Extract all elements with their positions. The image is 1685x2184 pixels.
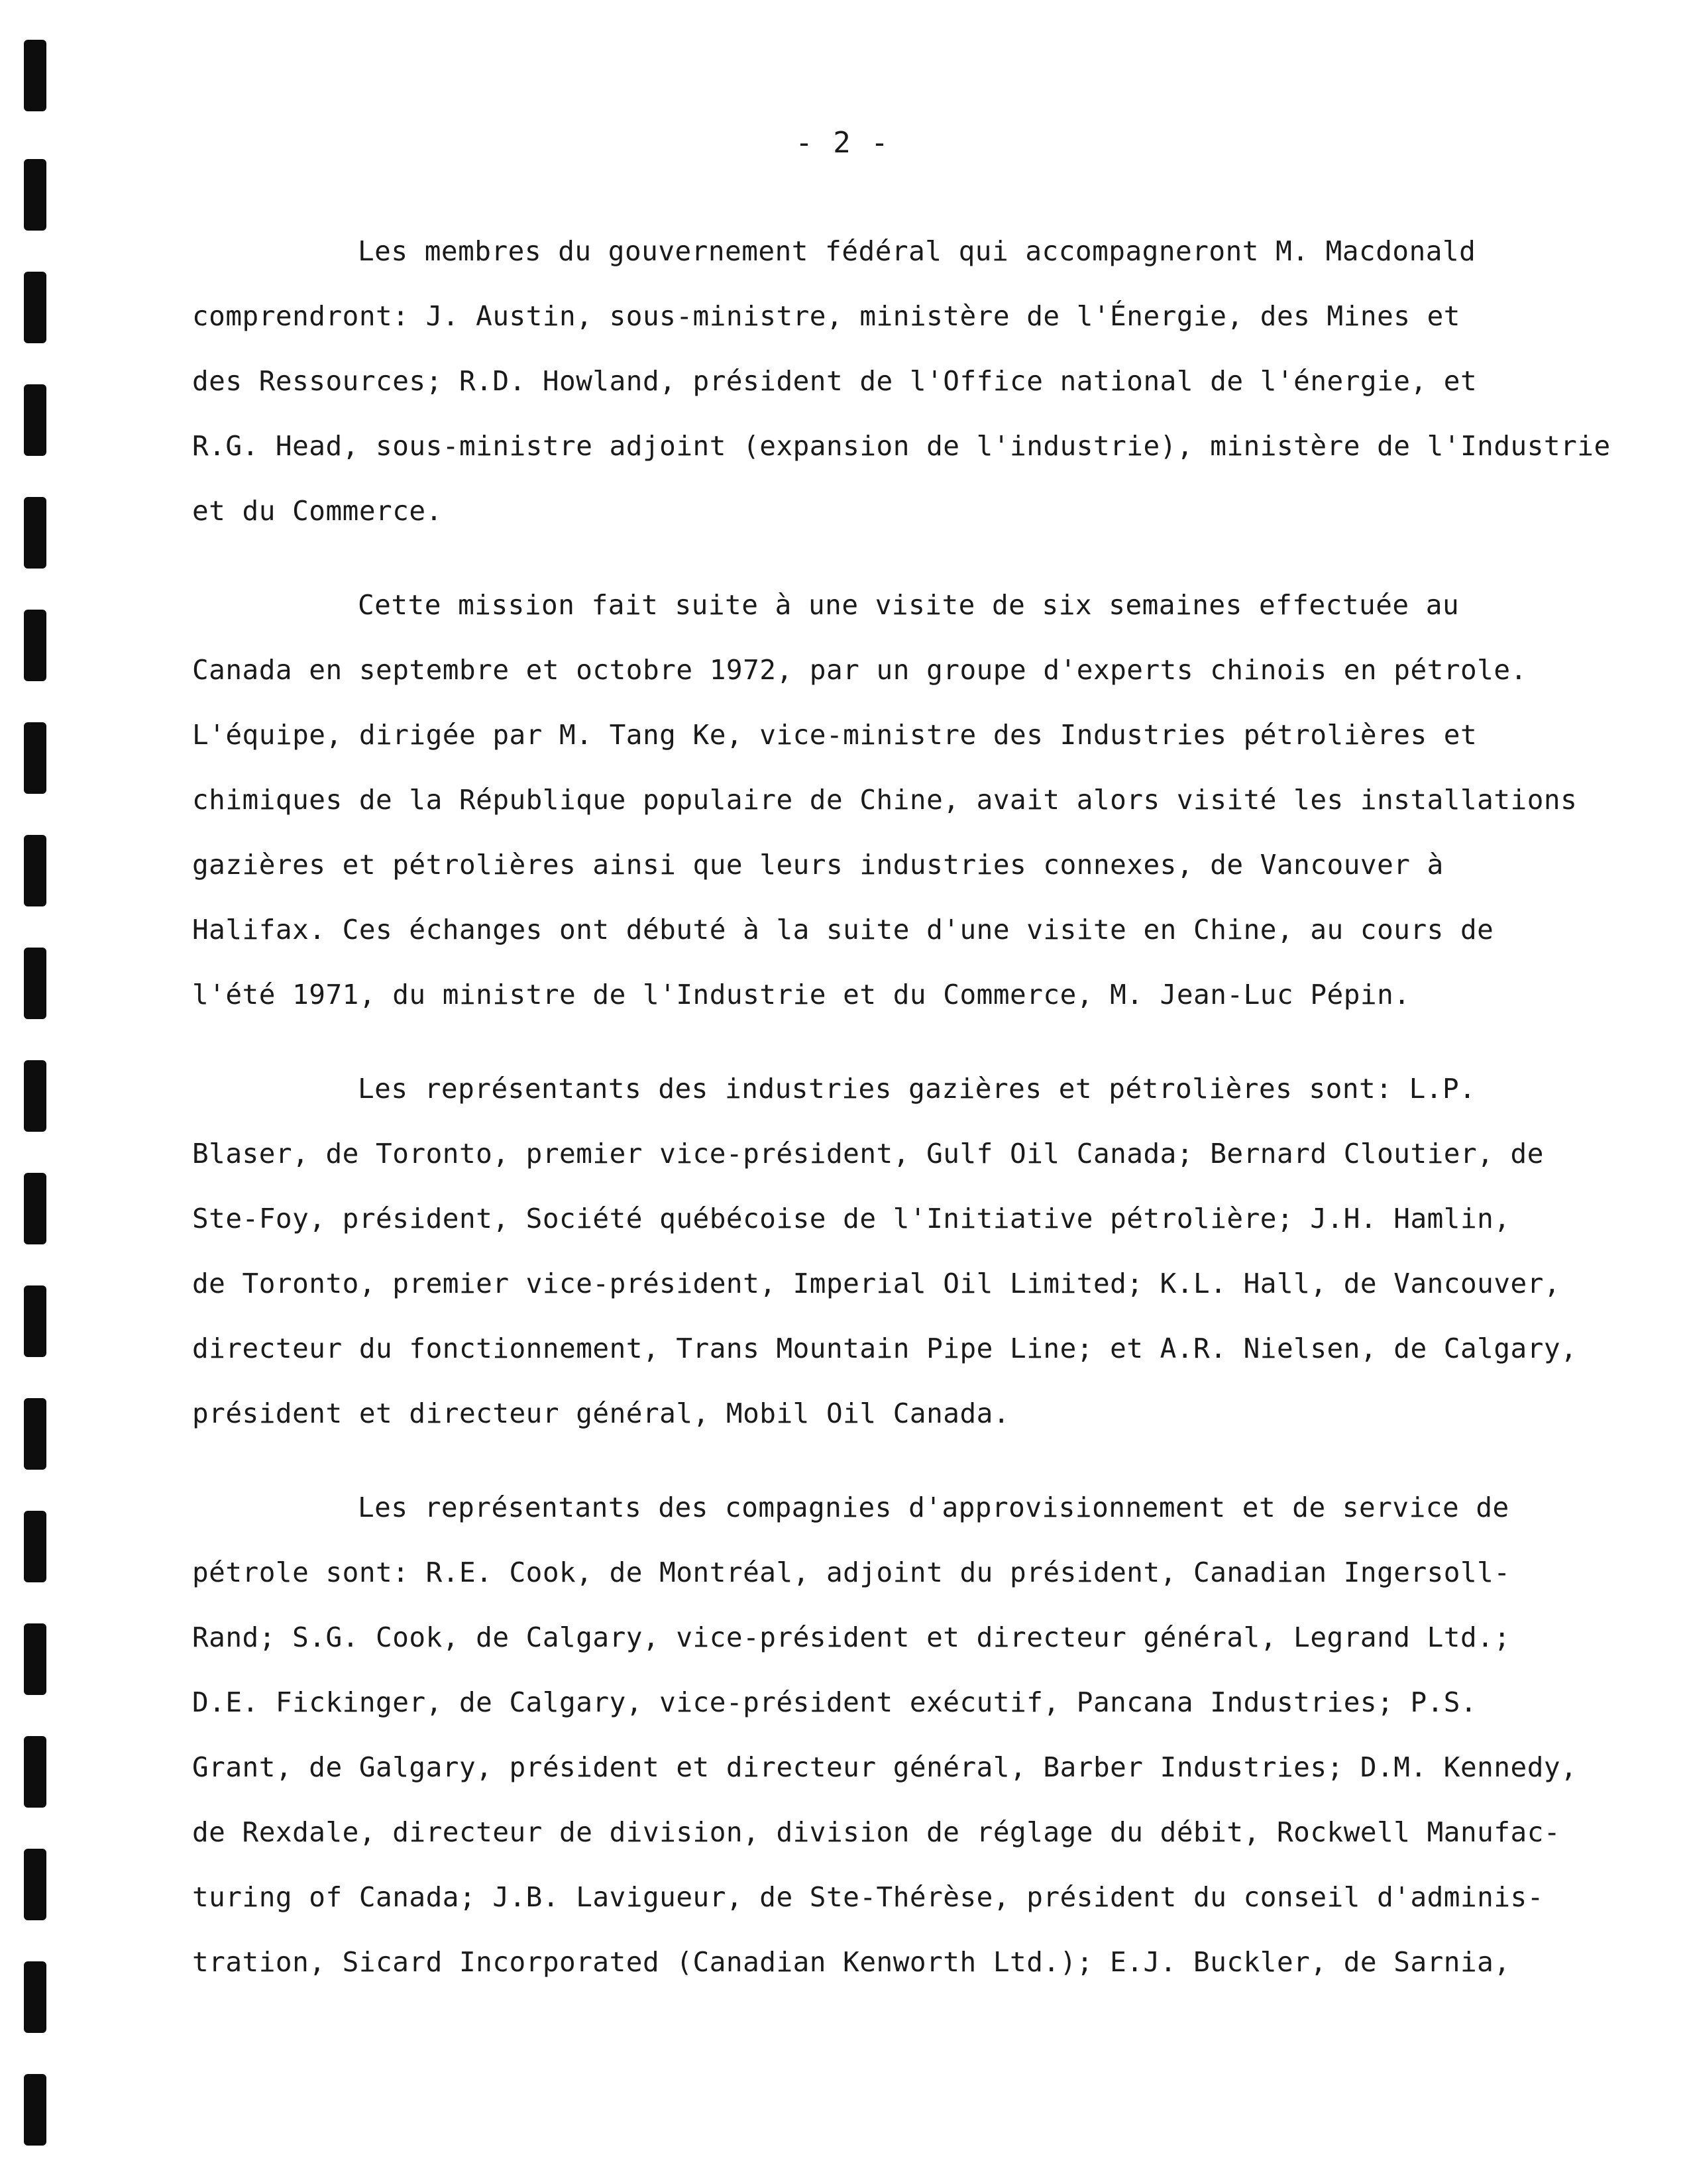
text-line: chimiques de la République populaire de Chine, avait alors visité les installations <box>192 784 1578 816</box>
margin-mark <box>24 1173 46 1244</box>
paragraph <box>192 573 1623 1027</box>
text-line: des Ressources; R.D. Howland, président de l'Office national de l'énergie, et <box>192 365 1478 397</box>
text-line: gazières et pétrolières ainsi que leurs industries connexes, de Vancouver à <box>192 849 1444 881</box>
margin-mark <box>24 2074 46 2146</box>
margin-mark <box>24 384 46 456</box>
margin-mark <box>24 159 46 231</box>
margin-mark <box>24 722 46 794</box>
margin-mark <box>24 835 46 906</box>
text-line: pétrole sont: R.E. Cook, de Montréal, adjoint du président, Canadian Ingersoll- <box>192 1556 1511 1588</box>
margin-marks <box>24 40 50 2160</box>
text-line: R.G. Head, sous-ministre adjoint (expansion de l'industrie), ministère de l'Industrie <box>192 430 1611 462</box>
paragraph <box>192 219 1623 543</box>
margin-mark <box>24 1398 46 1470</box>
text-line: Ste-Foy, président, Société québécoise de l'Initiative pétrolière; J.H. Hamlin, <box>192 1203 1511 1234</box>
text-line: et du Commerce. <box>192 495 443 527</box>
text-line: l'été 1971, du ministre de l'Industrie et du Commerce, M. Jean-Luc Pépin. <box>192 979 1411 1010</box>
margin-mark <box>24 1623 46 1695</box>
margin-mark <box>24 1736 46 1808</box>
text-line: Les membres du gouvernement fédéral qui accompagneront M. Macdonald <box>358 235 1476 267</box>
page-number: - 2 - <box>795 126 890 160</box>
text-line: L'équipe, dirigée par M. Tang Ke, vice-ministre des Industries pétrolières et <box>192 719 1478 751</box>
text-line: tration, Sicard Incorporated (Canadian Kenworth Ltd.); E.J. Buckler, de Sarnia, <box>192 1946 1511 1978</box>
text-line: Grant, de Galgary, président et directeur général, Barber Industries; D.M. Kennedy, <box>192 1751 1578 1783</box>
text-line: Les représentants des compagnies d'approvisionnement et de service de <box>358 1492 1509 1523</box>
text-line: directeur du fonctionnement, Trans Mountain Pipe Line; et A.R. Nielsen, de Calgary, <box>192 1333 1578 1364</box>
margin-mark <box>24 497 46 569</box>
text-line: Rand; S.G. Cook, de Calgary, vice-président et directeur général, Legrand Ltd.; <box>192 1621 1511 1653</box>
text-line: Halifax. Ces échanges ont débuté à la suite d'une visite en Chine, au cours de <box>192 914 1494 946</box>
text-line: D.E. Fickinger, de Calgary, vice-président exécutif, Pancana Industries; P.S. <box>192 1686 1478 1718</box>
text-line: de Toronto, premier vice-président, Imperial Oil Limited; K.L. Hall, de Vancouver, <box>192 1268 1561 1299</box>
margin-mark <box>24 1511 46 1582</box>
body-text <box>192 219 1623 2024</box>
margin-mark <box>24 610 46 681</box>
margin-mark <box>24 948 46 1019</box>
margin-mark <box>24 1849 46 1920</box>
text-line: turing of Canada; J.B. Lavigueur, de Ste-Thérèse, président du conseil d'adminis- <box>192 1881 1544 1913</box>
text-line: président et directeur général, Mobil Oil Canada. <box>192 1397 1010 1429</box>
paragraph <box>192 1056 1623 1446</box>
margin-mark <box>24 1060 46 1132</box>
margin-mark <box>24 1285 46 1357</box>
text-line: de Rexdale, directeur de division, division de réglage du débit, Rockwell Manufac- <box>192 1816 1561 1848</box>
margin-mark <box>24 1961 46 2033</box>
margin-mark <box>24 40 46 111</box>
text-line: Blaser, de Toronto, premier vice-président, Gulf Oil Canada; Bernard Cloutier, de <box>192 1138 1544 1170</box>
text-line: Cette mission fait suite à une visite de six semaines effectuée au <box>358 589 1460 621</box>
text-line: comprendront: J. Austin, sous-ministre, ministère de l'Énergie, des Mines et <box>192 300 1460 332</box>
paragraph <box>192 1475 1623 1994</box>
text-line: Canada en septembre et octobre 1972, par un groupe d'experts chinois en pétrole. <box>192 654 1527 686</box>
text-line: Les représentants des industries gazières et pétrolières sont: L.P. <box>358 1073 1476 1105</box>
margin-mark <box>24 272 46 343</box>
